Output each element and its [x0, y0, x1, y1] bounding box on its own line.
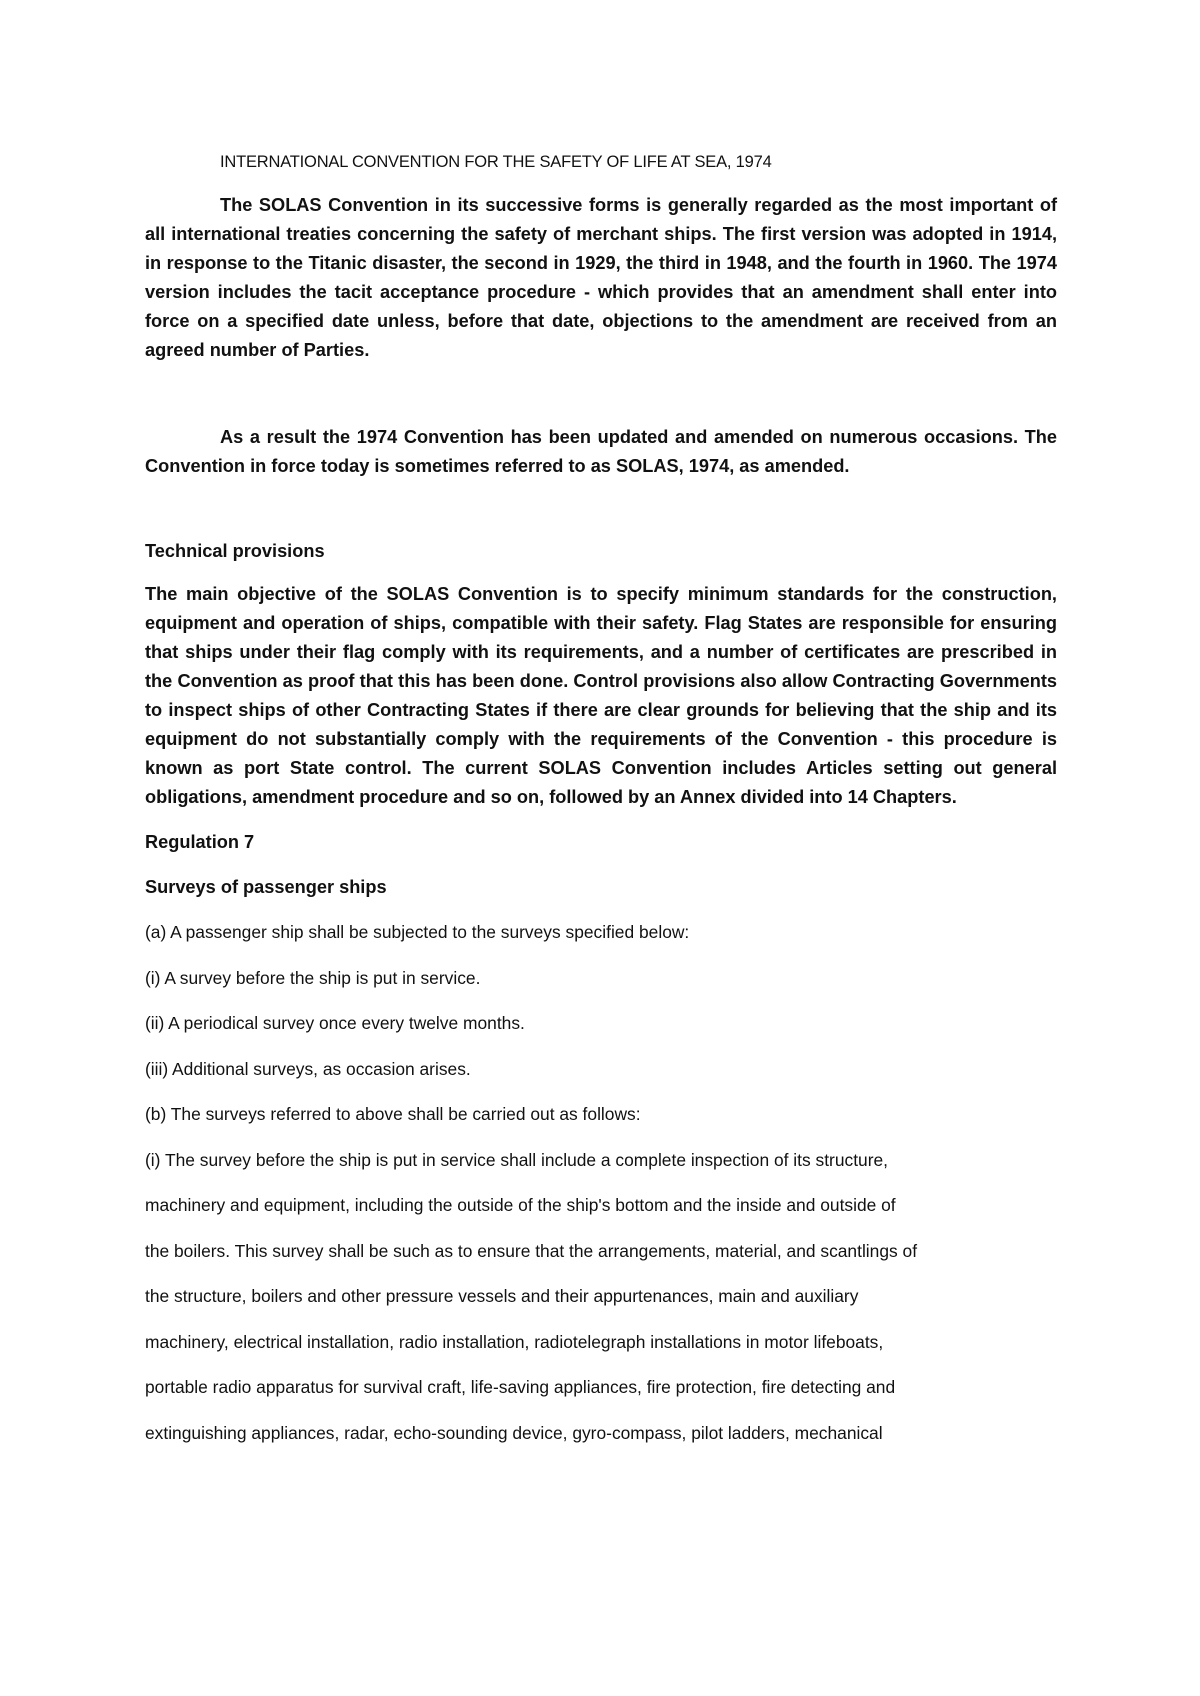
text-line: the structure, boilers and other pressure vessels and their appurtenances, main and auxiliary [145, 1286, 859, 1306]
list-item: (a) A passenger ship shall be subjected to the surveys specified below: [145, 922, 690, 942]
result-paragraph: As a result the 1974 Convention has been updated and amended on numerous occasions. The Convention in force today is sometimes referred to as SOLAS, 1974, as amended. [145, 427, 1057, 476]
surveys-heading: Surveys of passenger ships [145, 877, 387, 897]
technical-provisions-heading: Technical provisions [145, 541, 325, 561]
technical-provisions-paragraph: The main objective of the SOLAS Convention is to specify minimum standards for the construction, equipment and operation of ships, compatible with their safety. Flag States are responsible for ensuring that ships under their flag comply with its requirements, and a number of certificates are prescribed in the Convention as proof that this has been done. Control provisions also allow Contracting Governments to inspect ships of other Contracting States if there are clear grounds for believing that the ship and its equipment do not substantially comply with the requirements of the Convention - this procedure is known as port State control. The current SOLAS Convention includes Articles setting out general obligations, amendment procedure and so on, followed by an Annex divided into 14 Chapters. [145, 584, 1057, 807]
list-item: (ii) A periodical survey once every twelve months. [145, 1013, 525, 1033]
list-item: (iii) Additional surveys, as occasion arises. [145, 1058, 471, 1079]
survey-detail-text [145, 1146, 1057, 1448]
survey-list [145, 918, 1057, 1129]
text-line: machinery, electrical installation, radio installation, radiotelegraph installations in motor lifeboats, [145, 1331, 884, 1352]
list-item: (b) The surveys referred to above shall be carried out as follows: [145, 1104, 641, 1124]
list-item: (i) A survey before the ship is put in service. [145, 967, 481, 988]
text-line: (i) The survey before the ship is put in service shall include a complete inspection of its structure, [145, 1149, 888, 1170]
document-title: INTERNATIONAL CONVENTION FOR THE SAFETY OF LIFE AT SEA, 1974 [220, 153, 772, 171]
text-line: portable radio apparatus for survival craft, life-saving appliances, fire protection, fire detecting and [145, 1377, 896, 1397]
regulation-heading: Regulation 7 [145, 832, 255, 852]
text-line: machinery and equipment, including the outside of the ship's bottom and the inside and outside of [145, 1195, 896, 1215]
text-line: the boilers. This survey shall be such as to ensure that the arrangements, material, and scantlings of [145, 1240, 918, 1261]
document-body [145, 150, 1057, 1464]
intro-paragraph: The SOLAS Convention in its successive forms is generally regarded as the most important of all international treaties concerning the safety of merchant ships. The first version was adopted in 1914, in response to the Titanic disaster, the second in 1929, the third in 1948, and the fourth in 1960. The 1974 version includes the tacit acceptance procedure - which provides that an amendment shall enter into force on a specified date unless, before that date, objections to the amendment are received from an agreed number of Parties. [145, 195, 1057, 360]
text-line: extinguishing appliances, radar, echo-sounding device, gyro-compass, pilot ladders, mechanical [145, 1422, 883, 1443]
